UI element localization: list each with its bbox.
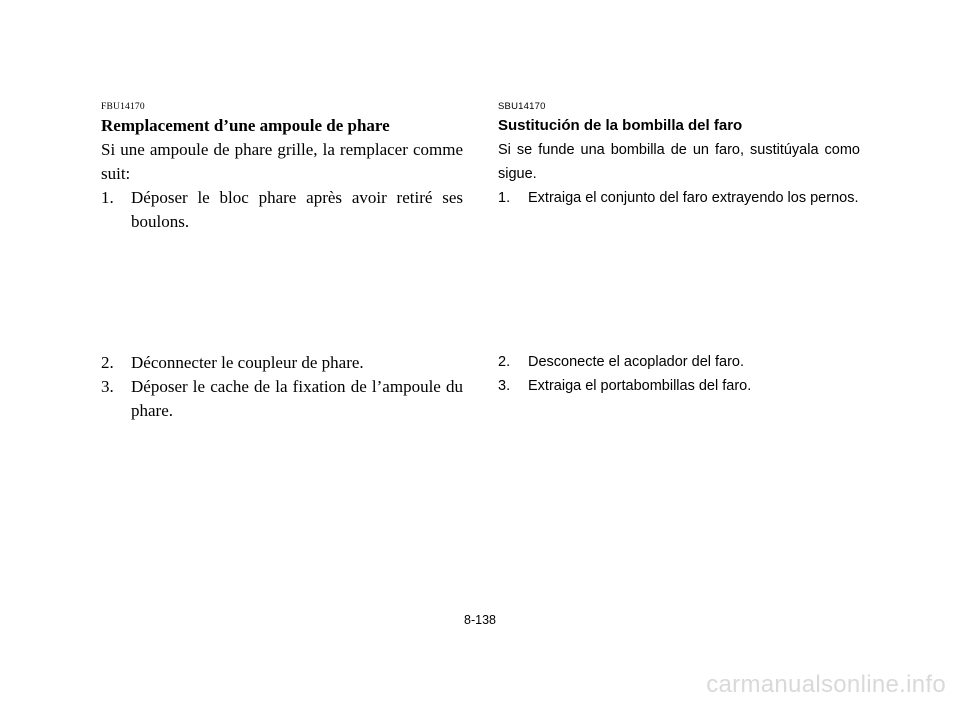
step-item <box>101 351 463 375</box>
french-column <box>101 101 463 420</box>
step-text: Déconnecter le coupleur de phare. <box>131 353 364 372</box>
intro-paragraph: Si se funde una bombilla de un faro, sustitúyala como sigue. <box>498 142 860 182</box>
section-code: FBU14170 <box>101 102 145 112</box>
section-code: SBU14170 <box>498 101 546 112</box>
step-number: 3. <box>498 378 511 394</box>
step-number: 1. <box>101 188 114 207</box>
step-number: 2. <box>498 354 511 370</box>
steps-group <box>101 351 463 423</box>
step-text: Déposer le bloc phare après avoir retiré ses boulons. <box>131 188 463 231</box>
page-number: 8-138 <box>464 613 496 627</box>
step-text: Déposer le cache de la fixation de l’ampoule du phare. <box>131 377 463 420</box>
watermark: carmanualsonline.info <box>706 671 946 698</box>
step-number: 3. <box>101 377 114 396</box>
steps-group <box>498 350 860 398</box>
step-item <box>498 350 860 374</box>
step-item <box>498 374 860 398</box>
intro-paragraph: Si une ampoule de phare grille, la remplacer comme suit: <box>101 140 463 183</box>
step-text: Extraiga el portabombillas del faro. <box>528 378 752 394</box>
section-title: Remplacement d’une ampoule de phare <box>101 116 390 135</box>
step-text: Desconecte el acoplador del faro. <box>528 354 745 370</box>
spanish-column <box>498 101 860 394</box>
step-number: 2. <box>101 353 114 372</box>
step-text: Extraiga el conjunto del faro extrayendo los pernos. <box>528 190 859 206</box>
step-number: 1. <box>498 190 511 206</box>
step-item <box>101 375 463 423</box>
section-title: Sustitución de la bombilla del faro <box>498 117 743 134</box>
step-item <box>498 186 860 210</box>
step-item <box>101 186 463 234</box>
